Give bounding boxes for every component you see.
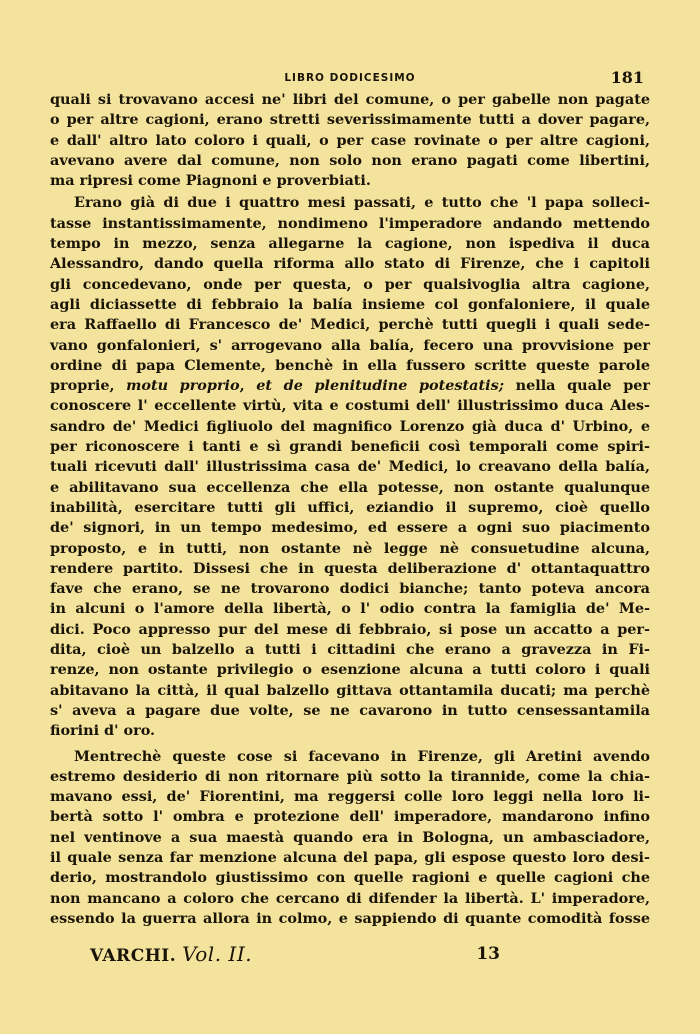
running-title: LIBRO DODICESIMO [284, 72, 416, 84]
text-line: mavano essi, de' Fiorentini, ma reggersi colle loro leggi nella loro li- [50, 788, 650, 806]
text-line: Alessandro, dando quella riforma allo stato di Firenze, che i capitoli [50, 255, 650, 273]
latin-phrase: et de plenitudine potestatis; [256, 377, 505, 395]
text-line: renze, non ostante privilegio o esenzione alcuna a tutti coloro i quali [50, 661, 650, 679]
text-line: dici. Poco appresso pur del mese di febbraio, si pose un accatto a per- [50, 620, 650, 638]
text-line: e dall' altro lato coloro i quali, o per case rovinate o per altre cagioni, [50, 131, 650, 149]
text-line: proposto, e in tutti, non ostante nè legge nè consuetudine alcuna, [50, 539, 650, 557]
text-line: o per altre cagioni, erano stretti severissimamente tutti a dover pagare, [50, 111, 650, 129]
text-line: ordine di papa Clemente, benchè in ella fussero scritte queste parole [50, 356, 650, 374]
text-line: il quale senza far menzione alcuna del papa, gli espose questo loro desi- [50, 848, 650, 866]
text-line: dita, cioè un balzello a tutti i cittadini che erano a gravezza in Fi- [50, 641, 650, 659]
text-line: proprie, motu proprio, et de plenitudine potestatis; nella quale per [50, 377, 650, 395]
text-line: tasse instantissimamente, nondimeno l'imperadore andando mettendo [50, 214, 650, 232]
text-line: s' aveva a pagare due volte, se ne cavarono in tutto censessantamila [50, 701, 650, 719]
page-footer [90, 942, 530, 972]
text-line: fave che erano, se ne trovarono dodici bianche; tanto poteva ancora [50, 580, 650, 598]
author-name: VARCHI. [90, 946, 177, 966]
text-line: per riconoscere i tanti e sì grandi beneficii così temporali come spiri- [50, 438, 650, 456]
text-line: essendo la guerra allora in colmo, e sappiendo di quante comodità fosse [50, 909, 650, 927]
signature-mark: 13 [476, 944, 500, 964]
text-line: non mancano a coloro che cercano di difender la libertà. L' imperadore, [50, 889, 650, 907]
text-line: fiorini d' oro. [50, 722, 156, 740]
text-line: e abilitavano sua eccellenza che ella potesse, non ostante qualunque [50, 478, 650, 496]
text-line: avevano avere dal comune, non solo non erano pagati come libertini, [50, 151, 650, 169]
page-number: 181 [610, 68, 644, 87]
text-line: nel ventinove a sua maestà quando era in Bologna, un ambasciadore, [50, 828, 650, 846]
text-line: in alcuni o l'amore della libertà, o l' odio contra la famiglia de' Me- [50, 600, 650, 618]
text-line: era Raffaello di Francesco de' Medici, perchè tutti quegli i quali sede- [50, 316, 650, 334]
text-line: inabilità, esercitare tutti gli uffici, eziandio il supremo, cioè quello [50, 498, 650, 516]
text-line: derio, mostrandolo giustissimo con quelle ragioni e quelle cagioni che [50, 869, 650, 887]
volume-label: Vol. II. [182, 942, 253, 966]
text-line: de' signori, in un tempo medesimo, ed essere a ogni suo piacimento [50, 519, 650, 537]
text-line: rendere partito. Dissesi che in questa deliberazione d' ottantaquattro [50, 559, 650, 577]
text-line: Erano già di due i quattro mesi passati, e tutto che 'l papa solleci- [74, 194, 650, 212]
text-line: agli diciassette di febbraio la balía insieme col gonfaloniere, il quale [50, 295, 650, 313]
text-line: quali si trovavano accesi ne' libri del comune, o per gabelle non pagate [50, 91, 650, 108]
text-line: bertà sotto l' ombra e protezione dell' imperadore, mandarono infino [50, 808, 650, 826]
text-line: gli concedevano, onde per questa, o per qualsivoglia altra cagione, [50, 275, 650, 293]
text-line: sandro de' Medici figliuolo del magnifico Lorenzo già duca d' Urbino, e [50, 417, 650, 435]
text-line: ma ripresi come Piagnoni e proverbiati. [50, 172, 371, 190]
body-text [50, 90, 650, 929]
text-line: conoscere l' eccellente virtù, vita e costumi dell' illustrissimo duca Ales- [50, 397, 650, 415]
footer-signature [90, 942, 252, 966]
text-line: abitavano la città, il qual balzello gittava ottantamila ducati; ma perchè [50, 681, 650, 699]
text-line: tempo in mezzo, senza allegarne la cagione, non ispediva il duca [50, 235, 650, 253]
text-line: vano gonfalonieri, s' arrogevano alla balía, fecero una provvisione per [50, 336, 650, 354]
text-line: tuali ricevuti dall' illustrissima casa de' Medici, lo creavano della balía, [50, 458, 650, 476]
latin-phrase: motu proprio [126, 377, 240, 395]
text-line: estremo desiderio di non ritornare più sotto la tirannide, come la chia- [50, 767, 650, 785]
running-head [50, 68, 650, 90]
text-line: Mentrechè queste cose si facevano in Firenze, gli Aretini avendo [74, 747, 650, 765]
